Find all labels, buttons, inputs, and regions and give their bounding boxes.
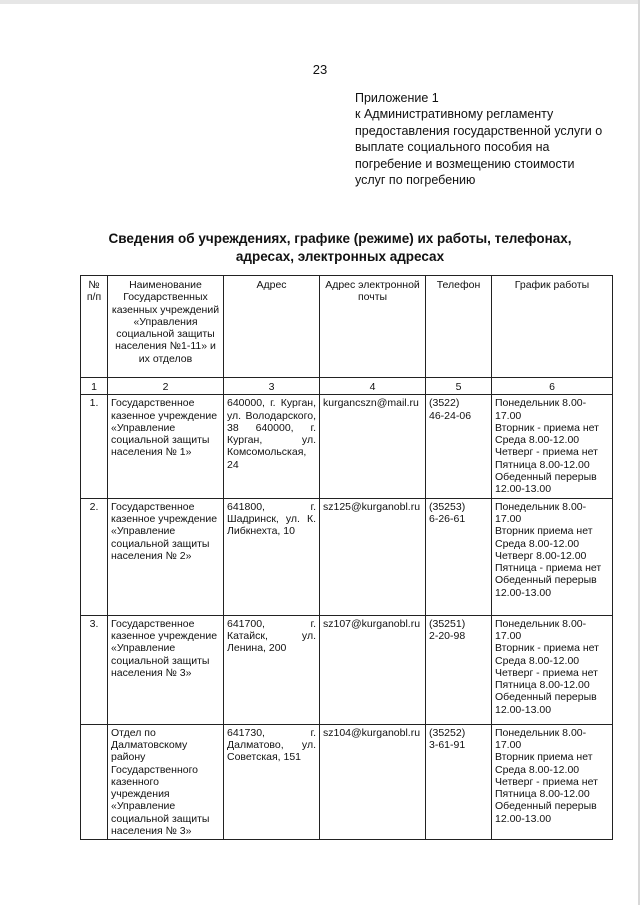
institution-email: sz125@kurganobl.ru (320, 498, 426, 615)
institution-name: Отдел по Далматовскому району Государственного казенного учреждения «Управление социальной защиты населения № 3» (108, 724, 224, 840)
institution-email: sz104@kurganobl.ru (320, 724, 426, 840)
schedule-line: Пятница 8.00-12.00 (495, 679, 590, 692)
appendix-line: к Административному регламенту (355, 107, 554, 122)
phone-number: 6-26-61 (429, 512, 466, 525)
header-name: Наименование Государственных казенных учреждений «Управления социальной защиты населения №1-11» и их отделов (108, 276, 224, 378)
document-title (90, 230, 590, 266)
schedule-line: Понедельник 8.00-17.00 (495, 500, 587, 525)
header-schedule: График работы (492, 276, 613, 378)
institution-phone (426, 498, 492, 615)
institution-schedule (492, 395, 613, 498)
table-row (81, 615, 613, 724)
schedule-line: Вторник - приема нет (495, 642, 599, 655)
schedule-line: Вторник - приема нет (495, 421, 599, 434)
schedule-line: Среда 8.00-12.00 (495, 654, 580, 667)
table-header-row (81, 276, 613, 378)
schedule-line: Обеденный перерыв 12.00-13.00 (495, 691, 597, 716)
appendix-note (355, 90, 625, 188)
column-number: 4 (320, 378, 426, 395)
institution-address: 641800, г. Шадринск, ул. К. Либкнехта, 10 (224, 498, 320, 615)
title-line-2: адресах, электронных адресах (235, 249, 445, 264)
appendix-line: услуг по погребению (355, 173, 476, 188)
schedule-line: Пятница 8.00-12.00 (495, 458, 590, 471)
institution-schedule (492, 724, 613, 840)
schedule-line: Четверг - приема нет (495, 775, 598, 788)
column-number-row (81, 378, 613, 395)
schedule-line: Среда 8.00-12.00 (495, 763, 580, 776)
column-number: 2 (108, 378, 224, 395)
schedule-line: Вторник приема нет (495, 751, 593, 764)
table-row (81, 498, 613, 615)
column-number: 3 (224, 378, 320, 395)
schedule-line: Обеденный перерыв 12.00-13.00 (495, 574, 597, 599)
phone-code: (3522) (429, 397, 460, 410)
appendix-line: погребение и возмещению стоимости (355, 156, 575, 171)
phone-code: (35251) (429, 617, 466, 630)
schedule-line: Четверг - приема нет (495, 446, 598, 459)
column-number: 1 (81, 378, 108, 395)
schedule-line: Понедельник 8.00-17.00 (495, 397, 587, 422)
phone-number: 46-24-06 (429, 409, 472, 422)
appendix-line: предоставления государственной услуги о (355, 123, 603, 138)
row-number: 2. (81, 498, 108, 615)
schedule-line: Понедельник 8.00-17.00 (495, 617, 587, 642)
phone-code: (35252) (429, 726, 466, 739)
schedule-line: Вторник приема нет (495, 525, 593, 538)
column-number: 6 (492, 378, 613, 395)
institution-name: Государственное казенное учреждение «Управление социальной защиты населения № 2» (108, 498, 224, 615)
appendix-line: выплате социального пособия на (355, 140, 550, 155)
institution-email: kurgancszn@mail.ru (320, 395, 426, 498)
institution-address: 641700, г. Катайск, ул. Ленина, 200 (224, 615, 320, 724)
phone-number: 3-61-91 (429, 738, 466, 751)
institution-address: 640000, г. Курган, ул. Володарского, 38 640000, г. Курган, ул. Комсомольская, 24 (224, 395, 320, 498)
header-address: Адрес (224, 276, 320, 378)
institution-phone (426, 724, 492, 840)
institution-name: Государственное казенное учреждение «Управление социальной защиты населения № 1» (108, 395, 224, 498)
table-row (81, 395, 613, 498)
row-number: 3. (81, 615, 108, 724)
schedule-line: Четверг 8.00-12.00 (495, 549, 587, 562)
schedule-line: Четверг - приема нет (495, 666, 598, 679)
table-row (81, 724, 613, 840)
schedule-line: Обеденный перерыв 12.00-13.00 (495, 471, 597, 496)
header-phone: Телефон (426, 276, 492, 378)
schedule-line: Обеденный перерыв 12.00-13.00 (495, 800, 597, 825)
header-email: Адрес электронной почты (320, 276, 426, 378)
row-number (81, 724, 108, 840)
schedule-line: Пятница - приема нет (495, 562, 602, 575)
schedule-line: Среда 8.00-12.00 (495, 434, 580, 447)
institution-phone (426, 395, 492, 498)
institution-phone (426, 615, 492, 724)
institutions-table (80, 275, 613, 840)
institution-schedule (492, 615, 613, 724)
institution-name: Государственное казенное учреждение «Управление социальной защиты населения № 3» (108, 615, 224, 724)
schedule-line: Понедельник 8.00-17.00 (495, 726, 587, 751)
phone-number: 2-20-98 (429, 629, 466, 642)
appendix-line: Приложение 1 (355, 91, 439, 105)
institution-address: 641730, г. Далматово, ул. Советская, 151 (224, 724, 320, 840)
column-number: 5 (426, 378, 492, 395)
schedule-line: Среда 8.00-12.00 (495, 537, 580, 550)
page-number: 23 (312, 62, 328, 77)
phone-code: (35253) (429, 500, 466, 513)
institution-schedule (492, 498, 613, 615)
institution-email: sz107@kurganobl.ru (320, 615, 426, 724)
title-line-1: Сведения об учреждениях, графике (режиме) их работы, телефонах, (108, 231, 572, 246)
header-number: № п/п (81, 276, 108, 378)
row-number: 1. (81, 395, 108, 498)
schedule-line: Пятница 8.00-12.00 (495, 788, 590, 801)
scan-edge-top (0, 0, 640, 4)
